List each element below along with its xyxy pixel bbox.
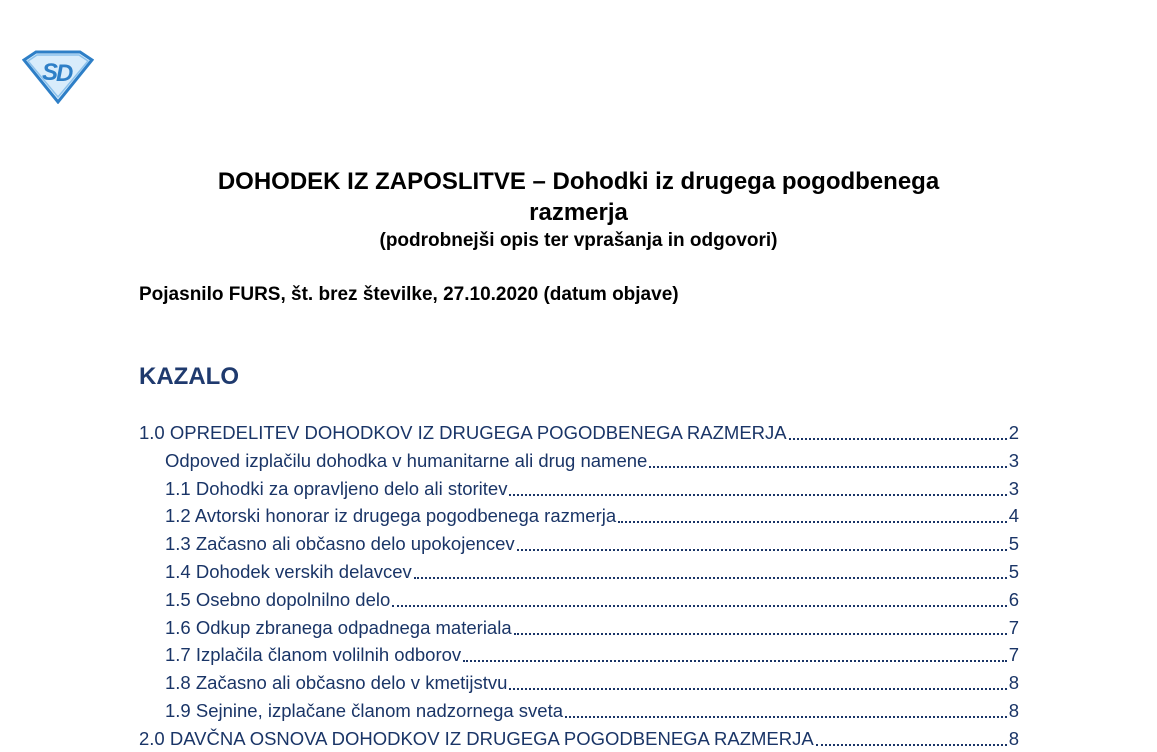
toc-entry-page: 6	[1008, 588, 1019, 610]
toc-entry[interactable]	[165, 587, 1019, 613]
svg-text:D: D	[56, 60, 74, 87]
toc-dot-leader	[392, 605, 1006, 607]
toc-entry-label: 2.0 DAVČNA OSNOVA DOHODKOV IZ DRUGEGA POGODBENEGA RAZMERJA	[139, 727, 814, 749]
toc-dot-leader	[649, 466, 1006, 468]
toc-entry[interactable]	[165, 503, 1019, 529]
toc-entry-page: 3	[1008, 477, 1019, 499]
toc-entry-page: 4	[1008, 505, 1019, 527]
toc-dot-leader	[618, 521, 1007, 523]
toc-entry-page: 8	[1008, 727, 1019, 749]
toc-dot-leader	[816, 744, 1007, 746]
toc-entry-label: 1.5 Osebno dopolnilno delo	[165, 588, 391, 610]
toc-entry-page: 7	[1008, 616, 1019, 638]
toc-entry[interactable]	[165, 670, 1019, 696]
toc-entry[interactable]	[139, 420, 1019, 446]
toc-entry-label: 1.1 Dohodki za opravljeno delo ali storitev	[165, 477, 508, 499]
toc-dot-leader	[414, 577, 1007, 579]
toc-entry-label: Odpoved izplačilu dohodka v humanitarne ali drug namene	[165, 449, 648, 471]
toc-dot-leader	[509, 494, 1006, 496]
toc-entry-label: 1.7 Izplačila članom volilnih odborov	[165, 644, 462, 666]
toc-entry[interactable]	[165, 698, 1019, 724]
toc-entry-page: 8	[1008, 672, 1019, 694]
toc-entry[interactable]	[139, 726, 1019, 752]
toc-dot-leader	[789, 438, 1007, 440]
toc-entry-label: 1.4 Dohodek verskih delavcev	[165, 561, 412, 582]
toc-entry-page: 7	[1008, 644, 1019, 666]
document-title-line2: razmerja	[529, 199, 628, 226]
toc-entry[interactable]	[165, 476, 1019, 502]
sd-shield-logo-icon	[22, 50, 94, 104]
toc-dot-leader	[463, 660, 1007, 662]
document-title-line1: DOHODEK IZ ZAPOSLITVE – Dohodki iz drugega pogodbenega	[217, 168, 940, 195]
toc-entry[interactable]	[165, 615, 1019, 641]
document-subtitle: (podrobnejši opis ter vprašanja in odgovori)	[379, 230, 778, 251]
toc-dot-leader	[509, 688, 1006, 690]
toc-entry[interactable]	[165, 448, 1019, 474]
toc-entry-label: 1.8 Začasno ali občasno delo v kmetijstvu	[165, 672, 508, 694]
toc-dot-leader	[514, 633, 1007, 635]
toc-entry-label: 1.3 Začasno ali občasno delo upokojencev	[165, 533, 515, 555]
toc-entry-page: 2	[1008, 422, 1019, 443]
toc-entry-label: 1.2 Avtorski honorar iz drugega pogodbenega razmerja	[165, 505, 617, 527]
toc-entry-page: 8	[1008, 700, 1019, 721]
toc-entry[interactable]	[165, 559, 1019, 585]
toc-entry-page: 5	[1008, 561, 1019, 582]
toc-entry-page: 3	[1008, 449, 1019, 471]
toc-entry[interactable]	[165, 642, 1019, 668]
toc-dot-leader	[565, 716, 1007, 718]
toc-entry-label: 1.0 OPREDELITEV DOHODKOV IZ DRUGEGA POGODBENEGA RAZMERJA	[139, 422, 787, 443]
toc-dot-leader	[517, 549, 1007, 551]
toc-heading: KAZALO	[139, 363, 239, 390]
toc-entry-page: 5	[1008, 533, 1019, 555]
toc-entry-label: 1.9 Sejnine, izplačane članom nadzornega sveta	[165, 700, 564, 721]
svg-text:S: S	[42, 59, 59, 86]
toc-entry-label: 1.6 Odkup zbranega odpadnega materiala	[165, 616, 512, 638]
document-source: Pojasnilo FURS, št. brez številke, 27.10.2020 (datum objave)	[139, 284, 679, 305]
toc-entry[interactable]	[165, 531, 1019, 557]
